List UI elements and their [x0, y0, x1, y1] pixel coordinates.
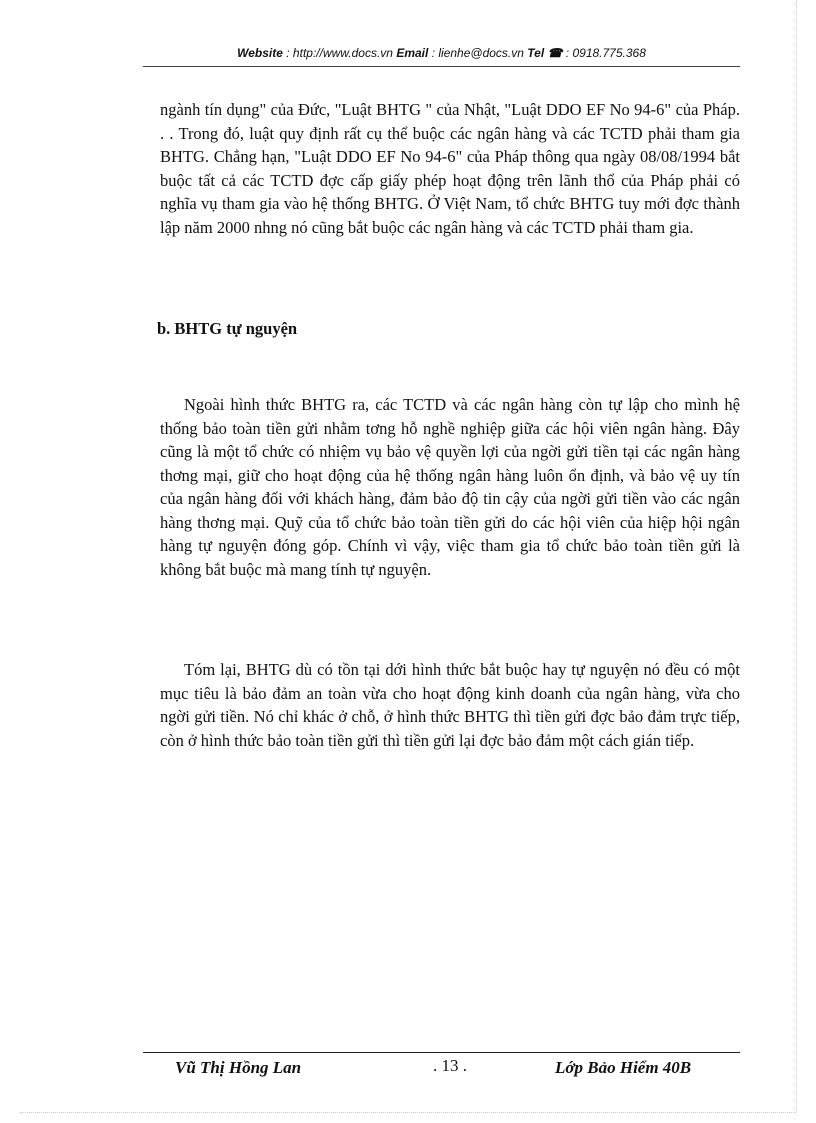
- page-border-right: [796, 0, 797, 1112]
- website-value[interactable]: : http://www.docs.vn: [286, 46, 393, 60]
- paragraph-2-text: Ngoài hình thức BHTG ra, các TCTD và các ngân hàng còn tự lập cho mình hệ thống bảo toàn tiền gửi nhằm tơng hỗ nghề nghiệp giữa các hội viên ngân hàng. Đây cũng là một tổ chức có nhiệm vụ bảo vệ quyền lợi của ngời gửi tiền tại các ngân hàng thơng mại, giữ cho hoạt động của hệ thống ngân hàng luôn ổn định, và bảo vệ uy tín của ngân hàng đối với khách hàng, đảm bảo độ tin cậy của ngời gửi tiền vào các ngân hàng thơng mại. Quỹ của tổ chức bảo toàn tiền gửi do các hội viên của hiệp hội ngân hàng tự nguyện đóng góp. Chính vì vậy, việc tham gia tổ chức bảo toàn tiền gửi là không bắt buộc mà mang tính tự nguyện.: [160, 395, 740, 579]
- tel-label: Tel ☎: [527, 46, 563, 60]
- page-border-bottom: [20, 1112, 796, 1113]
- paragraph-1: ngành tín dụng" của Đức, "Luật BHTG " của Nhật, "Luật DDO EF No 94-6" của Pháp. . . Trong đó, luật quy định rất cụ thể buộc các ngân hàng và các TCTD phải tham gia BHTG. Chẳng hạn, "Luật DDO EF No 94-6" của Pháp thông qua ngày 08/08/1994 bắt buộc tất cả các TCTD đợc cấp giấy phép hoạt động trên lãnh thổ của Pháp phải có nghĩa vụ tham gia vào hệ thống BHTG. Ở Việt Nam, tổ chức BHTG tuy mới đợc thành lập năm 2000 nhng nó cũng bắt buộc các ngân hàng và các TCTD phải tham gia.: [160, 100, 740, 237]
- page-number: . 13 .: [433, 1056, 467, 1075]
- email-label: Email: [396, 46, 429, 60]
- footer-author: Vũ Thị Hồng Lan: [175, 1058, 302, 1077]
- section-heading: b. BHTG tự nguyện: [157, 319, 298, 338]
- footer-divider: [143, 1052, 740, 1053]
- paragraph-3: [160, 658, 740, 752]
- header-divider: [143, 66, 740, 67]
- tel-value: : 0918.775.368: [565, 46, 646, 60]
- footer-class-name: Lớp Bảo Hiểm 40B: [555, 1058, 692, 1077]
- email-value[interactable]: : lienhe@docs.vn: [431, 46, 524, 60]
- paragraph-2: [160, 393, 740, 581]
- paragraph-3-text: Tóm lại, BHTG dù có tồn tại dới hình thức bắt buộc hay tự nguyện nó đều có một mục tiêu là bảo đảm an toàn vừa cho hoạt động kinh doanh của ngân hàng, vừa cho ngời gửi tiền. Nó chỉ khác ở chỗ, ở hình thức BHTG thì tiền gửi đợc bảo đảm trực tiếp, còn ở hình thức bảo toàn tiền gửi thì tiền gửi lại đợc bảo đảm một cách gián tiếp.: [160, 660, 740, 750]
- website-label: Website: [237, 46, 283, 60]
- page-header: [143, 46, 740, 60]
